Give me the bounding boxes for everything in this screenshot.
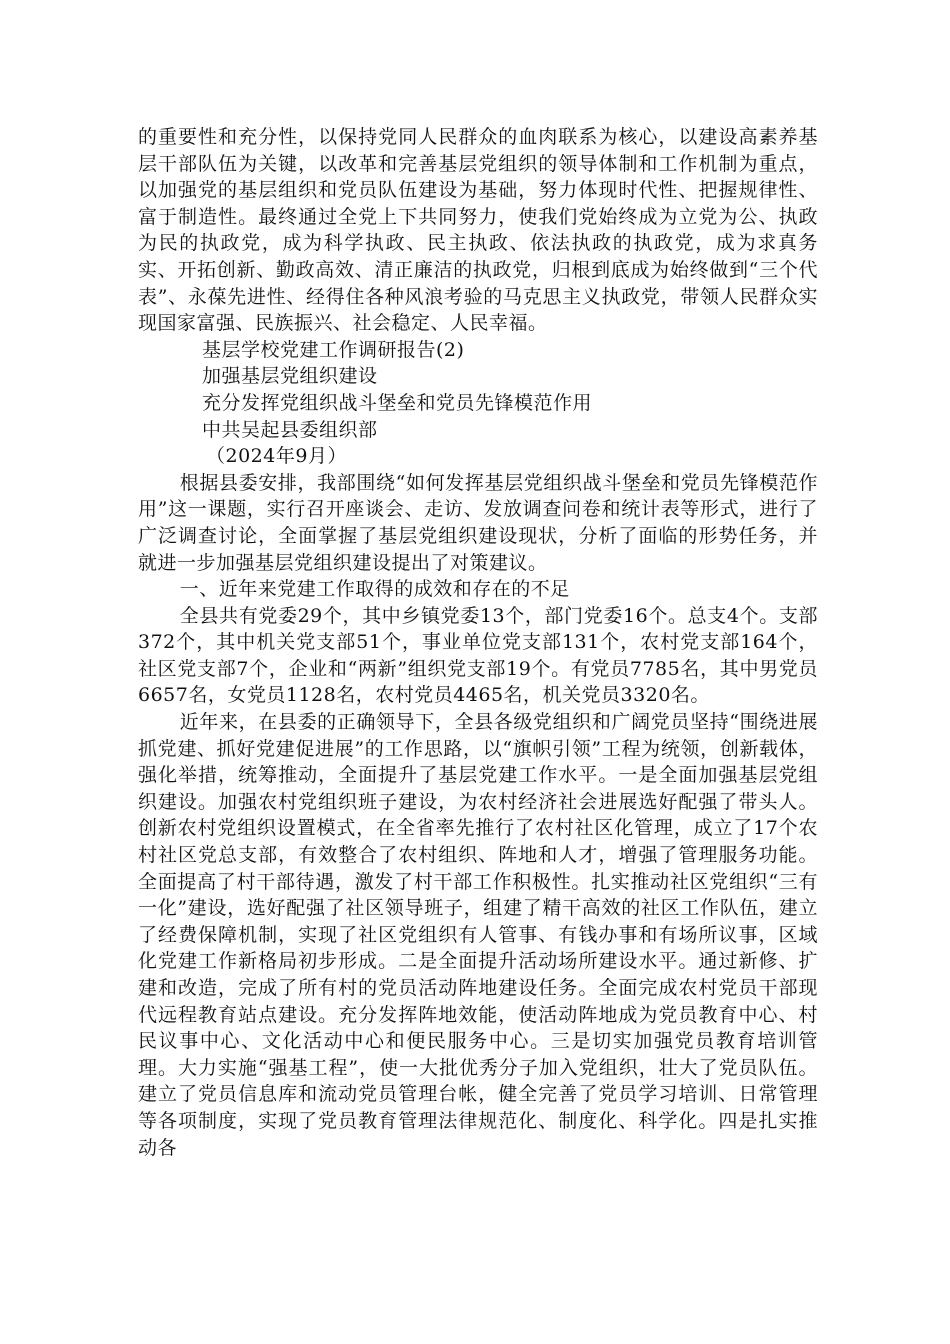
continuation-paragraph: 的重要性和充分性，以保持党同人民群众的血肉联系为核心，以建设高素养基层干部队伍为关键，以改革和完善基层党组织的领导体制和工作机制为重点，以加强党的基层组织和党员队伍建设为基础，努力体现时代性、把握规律性、富于制造性。最终通过全党上下共同努力，使我们党始终成为立党为公、执政为民的执政党，成为科学执政、民主执政、依法执政的执政党，成为求真务实、开拓创新、勤政高效、清正廉洁的执政党，归根到底成为始终做到“三个代表”、永葆先进性、经得住各种风浪考验的马克思主义执政党，带领人民群众实现国家富强、民族振兴、社会稳定、人民幸福。 [138,126,818,335]
achievements-paragraph: 近年来，在县委的正确领导下，全县各级党组织和广阔党员坚持“围绕进展抓党建、抓好党建促进展”的工作思路，以“旗帜引领”工程为统领，创新载体，强化举措，统筹推动，全面提升了基层党建工作水平。一是全面加强基层党组织建设。加强农村党组织班子建设，为农村经济社会进展选好配强了带头人。创新农村党组织设置模式，在全省率先推行了农村社区化管理，成立了17个农村社区党总支部，有效整合了农村组织、阵地和人才，增强了管理服务功能。全面提高了村干部待遇，激发了村干部工作积极性。扎实推动社区党组织“三有一化”建设，选好配强了社区领导班子，组建了精干高效的社区工作队伍，建立了经费保障机制，实现了社区党组织有人管事、有钱办事和有场所议事，区域化党建工作新格局初步形成。二是全面提升活动场所建设水平。通过新修、扩建和改造，完成了所有村的党员活动阵地建设任务。全面完成农村党员干部现代远程教育站点建设。充分发挥阵地效能，使活动阵地成为党员教育中心、村民议事中心、文化活动中心和便民服务中心。三是切实加强党员教育培训管理。大力实施“强基工程”，使一大批优秀分子加入党组织，壮大了党员队伍。建立了党员信息库和流动党员管理台帐，健全完善了党员学习培训、日常管理等各项制度，实现了党员教育管理法律规范化、制度化、科学化。四是扎实推动各 [138,711,818,1159]
report-date: （2024年9月） [206,445,347,468]
report-subtitle-2: 充分发挥党组织战斗堡垒和党员先锋模范作用 [202,391,593,414]
section-heading: 一、近年来党建工作取得的成效和存在的不足 [179,578,570,601]
statistics-paragraph: 全县共有党委29个，其中乡镇党委13个，部门党委16个。总支4个。支部372个，其中机关党支部51个，事业单位党支部131个，农村党支部164个，社区党支部7个，企业和“两新”组织党支部19个。有党员7785名，其中男党员6657名，女党员1128名，农村党员4465名，机关党员3320名。 [138,604,818,707]
document-page [138,124,818,1161]
report-author: 中共吴起县委组织部 [202,418,378,441]
report-title: 基层学校党建工作调研报告(2) [202,338,465,361]
intro-paragraph: 根据县委安排，我部围绕“如何发挥基层党组织战斗堡垒和党员先锋模范作用”这一课题，实行召开座谈会、走访、发放调查问卷和统计表等形式，进行了广泛调查讨论，全面掌握了基层党组织建设现状，分析了面临的形势任务，并就进一步加强基层党组织建设提出了对策建议。 [138,471,818,574]
report-subtitle-1: 加强基层党组织建设 [202,365,378,388]
